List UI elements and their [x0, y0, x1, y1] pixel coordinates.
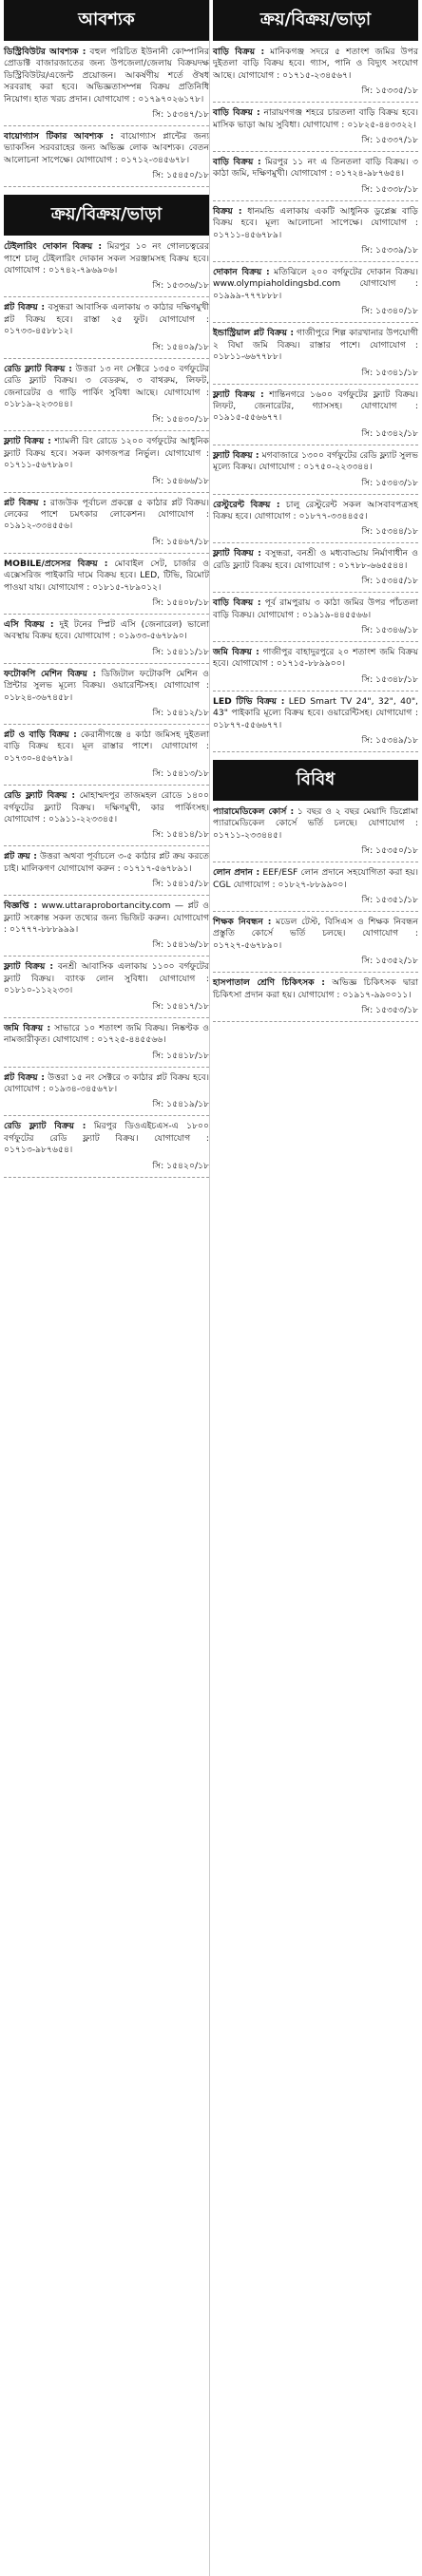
ad-divider — [213, 972, 418, 973]
ad-title: ফ্ল্যাট বিক্রয় : — [213, 548, 261, 559]
ad-title: শিক্ষক নিবন্ধন : — [213, 917, 272, 928]
classified-ad — [4, 1121, 209, 1156]
ad-divider — [4, 1017, 209, 1018]
ad-code: সি: ১৫৩৩৯/১৮ — [361, 245, 418, 256]
ad-text: শ্যামলী রিং রোডে ১২০০ বর্গফুটের আধুনিক ফ্ল্যাট বিক্রয় হবে। সকল কাগজপত্র নির্ভুল। যোগাযোগ : ০১৭১১-৫৬৭৮৯০। — [4, 436, 209, 471]
ad-divider — [4, 663, 209, 664]
ad-code: সি: ১৫৩৪৫/১৮ — [361, 576, 418, 587]
classified-ad — [213, 389, 418, 425]
ad-divider — [4, 1177, 209, 1178]
ad-code: সি: ১৫৩৪৪/১৮ — [361, 526, 418, 538]
classified-ad — [4, 498, 209, 533]
ad-code: সি: ১৫৩৫২/১৮ — [361, 956, 418, 967]
ad-title: বাড়ি বিক্রয় : — [213, 597, 261, 609]
ad-code: সি: ১৫৪১৩/১৮ — [152, 768, 209, 780]
classified-ad — [213, 206, 418, 241]
ad-title: এসি বিক্রয় : — [4, 618, 54, 630]
ad-title: বায়োগ্যাস টিকার আবশ্যক : — [4, 131, 114, 142]
classified-ad — [213, 157, 418, 180]
ad-code: সি: ১৫৪৫০/১৮ — [152, 170, 209, 181]
ad-title: ইন্ডাস্ট্রিয়াল প্লট বিক্রয় : — [213, 328, 295, 339]
classified-ad — [4, 790, 209, 825]
ad-code: সি: ১৫৪২০/১৮ — [152, 1160, 209, 1171]
right-column — [213, 0, 418, 1027]
ad-divider — [213, 641, 418, 642]
ad-divider — [213, 751, 418, 752]
ad-text: গাজীপুরে শিল্প কারখানার উপযোগী ২ বিঘা জমি বিক্রয়। রাস্তার পাশে। যোগাযোগ : ০১৮১১-৬৬৭৭৮৮। — [213, 328, 419, 363]
ad-divider — [213, 542, 418, 543]
ad-text: উত্তরা ১৫ নং সেক্টরে ৩ কাঠার প্লট বিক্রয় হবে। যোগাযোগ : ০১৯৩৪-৩৪৫৬৭৮। — [4, 1071, 210, 1094]
left-column — [4, 0, 209, 1183]
ad-code: সি: ১৫৪১৫/১৮ — [152, 879, 209, 890]
ad-text: বায়োগ্যাস প্লান্টের জন্য ভ্যাকসিন সরবরাহের জন্য অভিজ্ঞ লোক আবশ্যক। বেতন আলোচনা সাপেক্ষে। যোগাযোগ : ০১৭১২-৩৪৫৬৭৮। — [4, 131, 209, 165]
ad-code: সি: ১৫৪১৮/১৮ — [152, 1050, 209, 1061]
classified-ad — [213, 977, 418, 1001]
ad-divider — [213, 322, 418, 323]
ad-text: মিরপুর ডিওএইচএস-এ ১৮০০ বর্গফুটের রেডি ফ্ল্যাট বিক্রয়। যোগাযোগ : ০১৭১৩-৯৮৭৬৫৪। — [4, 1121, 210, 1156]
classified-ad — [4, 241, 209, 276]
ad-text: মিরপুর ১০ নং গোলচত্বরের পাশে চালু টেইলারিং দোকান সকল সরঞ্জামসহ বিক্রয় হবে। যোগাযোগ : ০১৭৪২-৭৯৬৯০৬। — [4, 241, 209, 276]
ad-text: রাজউক পূর্বাচল প্রকল্পে ৫ কাঠার প্লট বিক্রয়। লেকের পাশে চমৎকার লোকেশন। যোগাযোগ : ০১৯১২-৩৩৪৫৫৬। — [4, 497, 210, 532]
ad-divider — [4, 553, 209, 554]
ad-title: বিক্রয় : — [213, 205, 242, 217]
ad-divider — [4, 895, 209, 896]
classified-ad — [4, 559, 209, 594]
ad-code: সি: ১৫৩৪৩/১৮ — [361, 477, 418, 488]
ad-code: সি: ১৫৩৫১/১৮ — [361, 895, 418, 906]
ad-divider — [213, 102, 418, 103]
classified-ad — [213, 450, 418, 474]
ad-divider — [4, 614, 209, 615]
ad-title: জমি বিক্রয় : — [213, 646, 259, 657]
ad-title: ফ্ল্যাট বিক্রয় : — [213, 449, 259, 461]
ad-code: সি: ১৫৩৩৫/১৮ — [361, 85, 418, 97]
ad-text: নারায়ণগঞ্জ শহরে চারতলা বাড়ি বিক্রয় হবে। মাসিক ভাড়া আয় সুবিধা। যোগাযোগ : ০১৮২৫-৪৪৩৩২২। — [213, 107, 418, 130]
ad-list-buy-sell-right — [213, 47, 418, 752]
ad-divider — [213, 384, 418, 385]
ad-divider — [4, 125, 209, 126]
ad-list-required — [4, 47, 209, 187]
ad-title: প্লট বিক্রয় : — [4, 302, 46, 313]
classified-ad — [4, 47, 209, 105]
classified-ad — [213, 917, 418, 952]
classified-ad — [213, 548, 418, 572]
ad-code: সি: ১৫৩৪৬/১৮ — [361, 624, 418, 635]
ad-title: রেডি ফ্ল্যাট বিক্রয় : — [4, 363, 72, 374]
ad-text: মানিকগঞ্জ সদরে ৫ শতাংশ জমির উপর দুইতলা বাড়ি বিক্রয় হবে। গ্যাস, পানি ও বিদ্যুৎ সংযোগ আছে। যোগাযোগ : ০১৭১৫-২৩৪৫৬৭। — [213, 47, 419, 81]
ad-text: EEF/ESF লোন প্রদানে সহযোগিতা করা হয়। CGL যোগাযোগ : ০১৮২৭-৮৮৯৯০০। — [213, 867, 418, 890]
classified-ad — [4, 961, 209, 996]
ad-title: ফটোকপি মেশিন বিক্রয় : — [4, 668, 97, 679]
section-header-buy-sell: ক্রয়/বিক্রয়/ভাড়া — [4, 195, 209, 236]
classified-ad — [213, 267, 418, 302]
ad-code: সি: ১৫৩৪৯/১৮ — [361, 735, 418, 746]
ad-title: MOBILE/প্রসেসর বিক্রয় : — [4, 558, 108, 569]
ad-list-buy-sell-left — [4, 241, 209, 1177]
ad-text: অভিজ্ঞ চিকিৎসক দ্বারা চিকিৎসা প্রদান করা হয়। যোগাযোগ : ০১৯১৭-৯৯০০১১। — [213, 977, 418, 1000]
ad-text: বনশ্রী আবাসিক এলাকায় ১১০০ বর্গফুটের ফ্ল্যাট বিক্রয়। ব্যাংক লোন সুবিধা। যোগাযোগ : ০১৮১০-১১২২৩৩। — [4, 961, 209, 996]
ad-divider — [213, 494, 418, 495]
ad-code: সি: ১৫৪১২/১৮ — [152, 708, 209, 718]
classified-ad — [213, 500, 418, 523]
ad-text: বহুল পরিচিত ইউনানী কোম্পানির প্রোডাক্ট বাজারজাতের জন্য উপজেলা/জেলায় বিক্রয়দক্ষ ডিস্ট্রিবিউটর/এজেন্ট প্রয়োজন। আকর্ষণীয় শর্তে ঔষধ সরবরাহ করা হবে। অভিজ্ঞতাসম্পন্ন বিক্রয় প্রতিনিধি নিয়োগ। হাত খরচ প্রদান। যোগাযোগ : ০১৭৯৭০২৬১৭৮। — [4, 47, 209, 104]
ad-text: মডেল টেস্ট, বিসিএস ও শিক্ষক নিবন্ধন প্রস্তুতি কোর্সে ভর্তি চলছে। যোগাযোগ : ০১৭২৭-৫৬৭৮৯০। — [213, 917, 418, 951]
ad-title: প্লট ক্রয় : — [4, 851, 37, 862]
ad-divider — [4, 1067, 209, 1068]
ad-code: সি: ১৫৪০৮/১৮ — [152, 597, 209, 608]
classified-ad — [4, 851, 209, 875]
ad-title: LED টিভি বিক্রয় : — [213, 695, 285, 707]
classified-ad — [213, 867, 418, 891]
ad-text: মতিঝিলে ২০০ বর্গফুটের দোকান বিক্রয়। www.olympiaholdingsbd.com যোগাযোগ : ০১৯৯৯-৭৭৭৮৮৮। — [213, 267, 418, 301]
ad-text: দুই টনের স্প্লিট এসি (জেনারেল) ভালো অবস্থায় বিক্রয় হবে। যোগাযোগ : ০১৯৩৩-৫৬৭৮৯০। — [4, 618, 209, 642]
ad-divider — [213, 200, 418, 201]
section-header-misc: বিবিধ — [213, 760, 418, 801]
ad-divider — [4, 724, 209, 725]
ad-title: রেস্টুরেন্ট বিক্রয় : — [213, 499, 280, 510]
ad-divider — [213, 261, 418, 262]
classified-ad — [213, 328, 418, 363]
ad-code: সি: ১৫৪৩০/১৮ — [152, 414, 209, 426]
ad-code: সি: ১৫৩৫৩/১৮ — [361, 1005, 418, 1016]
section-header-required: আবশ্যক — [4, 0, 209, 41]
ad-divider — [4, 430, 209, 431]
ad-title: প্লট বিক্রয় : — [4, 1071, 45, 1083]
ad-code: সি: ১৫৩৪১/১৮ — [361, 367, 418, 378]
ad-code: সি: ১৫৪০৯/১৮ — [152, 341, 209, 352]
ad-divider — [213, 592, 418, 593]
ad-divider — [4, 358, 209, 359]
classified-ad — [4, 436, 209, 471]
ad-divider — [4, 785, 209, 786]
ad-text: মগবাজারে ১৩০০ বর্গফুটের রেডি ফ্ল্যাট সুলভ মূল্যে বিক্রয়। যোগাযোগ : ০১৭৫০-২২৩৩৪৪। — [213, 449, 418, 473]
ad-code: সি: ১৫৩৩৭/১৮ — [361, 135, 418, 146]
ad-title: ফ্ল্যাট বিক্রয় : — [4, 436, 51, 447]
classified-ad — [4, 900, 209, 936]
ad-title: জমি বিক্রয় : — [4, 1022, 51, 1033]
ad-title: লোন প্রদান : — [213, 867, 260, 879]
ad-text: কেরানীগঞ্জে ৪ কাঠা জমিসহ দুইতলা বাড়ি বিক্রয় হবে। মূল রাস্তার পাশে। যোগাযোগ : ০১৭৩০-৪৫৬৭৮৯। — [4, 729, 209, 764]
ad-text: উত্তরা ১৩ নং সেক্টরে ১৩৫০ বর্গফুটের রেডি ফ্ল্যাট বিক্রয়। ৩ বেডরুম, ৩ বাথরুম, লিফট, জেনারেটর ও গাড়ি পার্কিং সুবিধা আছে। যোগাযোগ : ০১৮১৯-২২৩৩৪৪। — [4, 363, 210, 409]
classified-ad — [4, 302, 209, 337]
ad-text: বসুন্ধরা আবাসিক এলাকায় ৩ কাঠার দক্ষিণমুখী প্লট বিক্রয় হবে। রাস্তা ২৫ ফুট। যোগাযোগ : ০১৭৩৩-৪৫৮৮১২। — [4, 302, 210, 337]
ad-text: গাজীপুর বাহাদুরপুরে ২০ শতাংশ জমি বিক্রয় হবে। যোগাযোগ : ০১৭১৫-৮৮৯৯০০। — [213, 646, 418, 670]
ad-title: বাড়ি বিক্রয় : — [213, 47, 265, 57]
classified-ad — [213, 597, 418, 621]
ad-code: সি: ১৫৩৩৮/১৮ — [361, 183, 418, 195]
classified-ad — [4, 1023, 209, 1047]
ad-text: পূর্ব রামপুরায় ৩ কাঠা জমির উপর পাঁচতলা বাড়ি বিক্রয়। যোগাযোগ : ০১৯১৯-৪৪৫৫৬৬। — [213, 597, 418, 620]
ad-text: সাভারে ১০ শতাংশ জমি বিক্রয়। নিষ্কণ্টক ও নামজারীকৃত। যোগাযোগ : ০১৭২৫-৪৪৫৫৬৬। — [4, 1022, 210, 1046]
ad-code: সি: ১৫৪১৬/১৮ — [152, 939, 209, 951]
ad-text: শান্তিনগরে ১৬০০ বর্গফুটের ফ্ল্যাট বিক্রয়। লিফট, জেনারেটর, গ্যাসসহ। যোগাযোগ : ০১৯১৫-৫৫৬৬৭৭। — [213, 388, 418, 424]
ad-title: রেডি ফ্ল্যাট বিক্রয় : — [4, 790, 76, 802]
ad-code: সি: ১৫৪১৭/১৮ — [152, 1000, 209, 1012]
ad-text: বসুন্ধরা, বনশ্রী ও মধ্যবাড্ডায় নির্মাণাধীন ও রেডি ফ্ল্যাট বিক্রয় হবে। যোগাযোগ : ০১৭৮৮-৬৬৫৫৪৪। — [213, 548, 418, 571]
ad-text: চালু রেস্টুরেন্ট সকল আসবাবপত্রসহ বিক্রয় হবে। যোগাযোগ : ০১৮৭৭-৩৩৪৪৫৫। — [213, 499, 418, 521]
ad-code: সি: ১৫৩৫০/১৮ — [361, 845, 418, 857]
ad-title: রেডি ফ্ল্যাট বিক্রয় : — [4, 1121, 86, 1132]
ad-text: মোবাইল সেট, চার্জার ও এক্সেসরিজ পাইকারি দামে বিক্রয় হবে। LED, টিভি, রিমোট পাওয়া যায়। যোগাযোগ : ০১৮১৫-৭৮৯০১২। — [4, 558, 209, 593]
classified-ad — [213, 696, 418, 731]
ad-title: বিজ্ঞপ্তি : — [4, 900, 38, 912]
ad-text: ১ বছর ও ২ বছর মেয়াদি ডিপ্লোমা প্যারামেডিকেল কোর্সে ভর্তি চলছে। যোগাযোগ : ০১৭১১-২৩৩৪৪৫। — [213, 806, 418, 841]
ad-code: সি: ১৫৩৪৮/১৮ — [361, 673, 418, 685]
ad-code: সি: ১৫৪১৪/১৮ — [152, 829, 209, 841]
ad-code: সি: ১৫৪৬৭/১৮ — [152, 536, 209, 547]
ad-text: www.uttaraprobortancity.com — প্লট ও ফ্ল্যাট সংক্রান্ত সকল তথ্যের জন্য ভিজিট করুন। যোগাযোগ : ০১৭৭৭-৮৮৮৯৯৯। — [4, 900, 210, 936]
column-divider — [209, 0, 210, 2576]
ad-list-misc — [213, 806, 418, 1022]
ad-code: সি: ১৫৩৪২/১৮ — [361, 427, 418, 439]
classified-ad — [4, 619, 209, 643]
ad-title: প্যারামেডিকেল কোর্স : — [213, 806, 295, 817]
ad-text: LED Smart TV 24", 32", 40", 43" পাইকারি মূল্যে বিক্রয় হবে। ওয়ারেন্টিসহ। যোগাযোগ : ০১৮৭৭-৫৫৬৬৭৭। — [213, 695, 418, 730]
ad-divider — [4, 845, 209, 846]
ad-divider — [213, 1021, 418, 1022]
classified-ad — [213, 647, 418, 671]
ad-divider — [4, 492, 209, 493]
ad-title: টেইলারিং দোকান বিক্রয় : — [4, 241, 103, 253]
ad-title: ফ্ল্যাট বিক্রয় : — [4, 961, 54, 973]
classified-ad — [4, 364, 209, 411]
ad-divider — [213, 151, 418, 152]
ad-title: প্লট বিক্রয় : — [4, 497, 47, 508]
ad-title: ফ্ল্যাট বিক্রয় : — [213, 388, 264, 400]
ad-text: উত্তরা অথবা পূর্বাচলে ৩-৫ কাঠার প্লট ক্রয় করতে চাই। মালিকগণ যোগাযোগ করুন : ০১৭১৭-৫৬৭৮৯১। — [4, 851, 209, 874]
ad-divider — [213, 911, 418, 912]
section-header-buy-sell-right: ক্রয়/বিক্রয়/ভাড়া — [213, 0, 418, 41]
classified-ad — [4, 131, 209, 166]
ad-title: প্লট ও বাড়ি বিক্রয় : — [4, 729, 77, 740]
ad-code: সি: ১৫৩৩৬/১৮ — [152, 280, 209, 292]
ad-title: দোকান বিক্রয় : — [213, 267, 270, 278]
classified-ad — [213, 806, 418, 842]
ad-text: মিরপুর ১১ নং এ তিনতলা বাড়ি বিক্রয়। ৩ কাঠা জমি, দক্ষিণমুখী। যোগাযোগ : ০১৭২৪-৯৮৭৬৫৪। — [213, 157, 419, 180]
ad-title: ডিস্ট্রিবিউটর আবশ্যক : — [4, 47, 86, 57]
ad-code: সি: ১৫৩৪০/১৮ — [361, 306, 418, 317]
classified-ad — [4, 729, 209, 765]
classified-ad — [4, 1072, 209, 1096]
ad-text: মোহাম্মদপুর তাজমহল রোডে ১৪০০ বর্গফুটের ফ্ল্যাট বিক্রয়। দক্ষিণমুখী, কার পার্কিংসহ। যোগাযোগ : ০১৯১১-২২৩৩৪৫। — [4, 790, 209, 825]
classified-ad — [4, 669, 209, 704]
ad-text: ধানমন্ডি এলাকায় একটি আধুনিক ডুপ্লেক্স বাড়ি বিক্রয় হবে। মূল্য আলোচনা সাপেক্ষে। যোগাযোগ : ০১৭১১-৪৫৬৭৮৯। — [213, 205, 418, 240]
ad-title: বাড়ি বিক্রয় : — [213, 157, 261, 168]
ad-divider — [4, 956, 209, 957]
ad-title: বাড়ি বিক্রয় : — [213, 107, 260, 119]
ad-code: সি: ১৫৪১১/১৮ — [152, 646, 209, 657]
ad-divider — [4, 186, 209, 187]
ad-code: সি: ১৫৪৬৬/১৮ — [152, 475, 209, 486]
classified-ad — [213, 47, 418, 82]
ad-title: হাসপাতাল শ্রেণি চিকিৎসক : — [213, 977, 325, 989]
ad-divider — [4, 296, 209, 297]
ad-divider — [4, 1115, 209, 1116]
ad-code: সি: ১৫৪১৯/১৮ — [152, 1099, 209, 1110]
classified-ad — [213, 107, 418, 131]
ad-code: সি: ১৫৩৪৭/১৮ — [152, 109, 209, 121]
ad-text: ডিজিটাল ফটোকপি মেশিন ও প্রিন্টার সুলভ মূল্যে বিক্রয়। ওয়ারেন্টিসহ। যোগাযোগ : ০১৮২৪-৩৬৭৪৫৮। — [4, 668, 209, 703]
